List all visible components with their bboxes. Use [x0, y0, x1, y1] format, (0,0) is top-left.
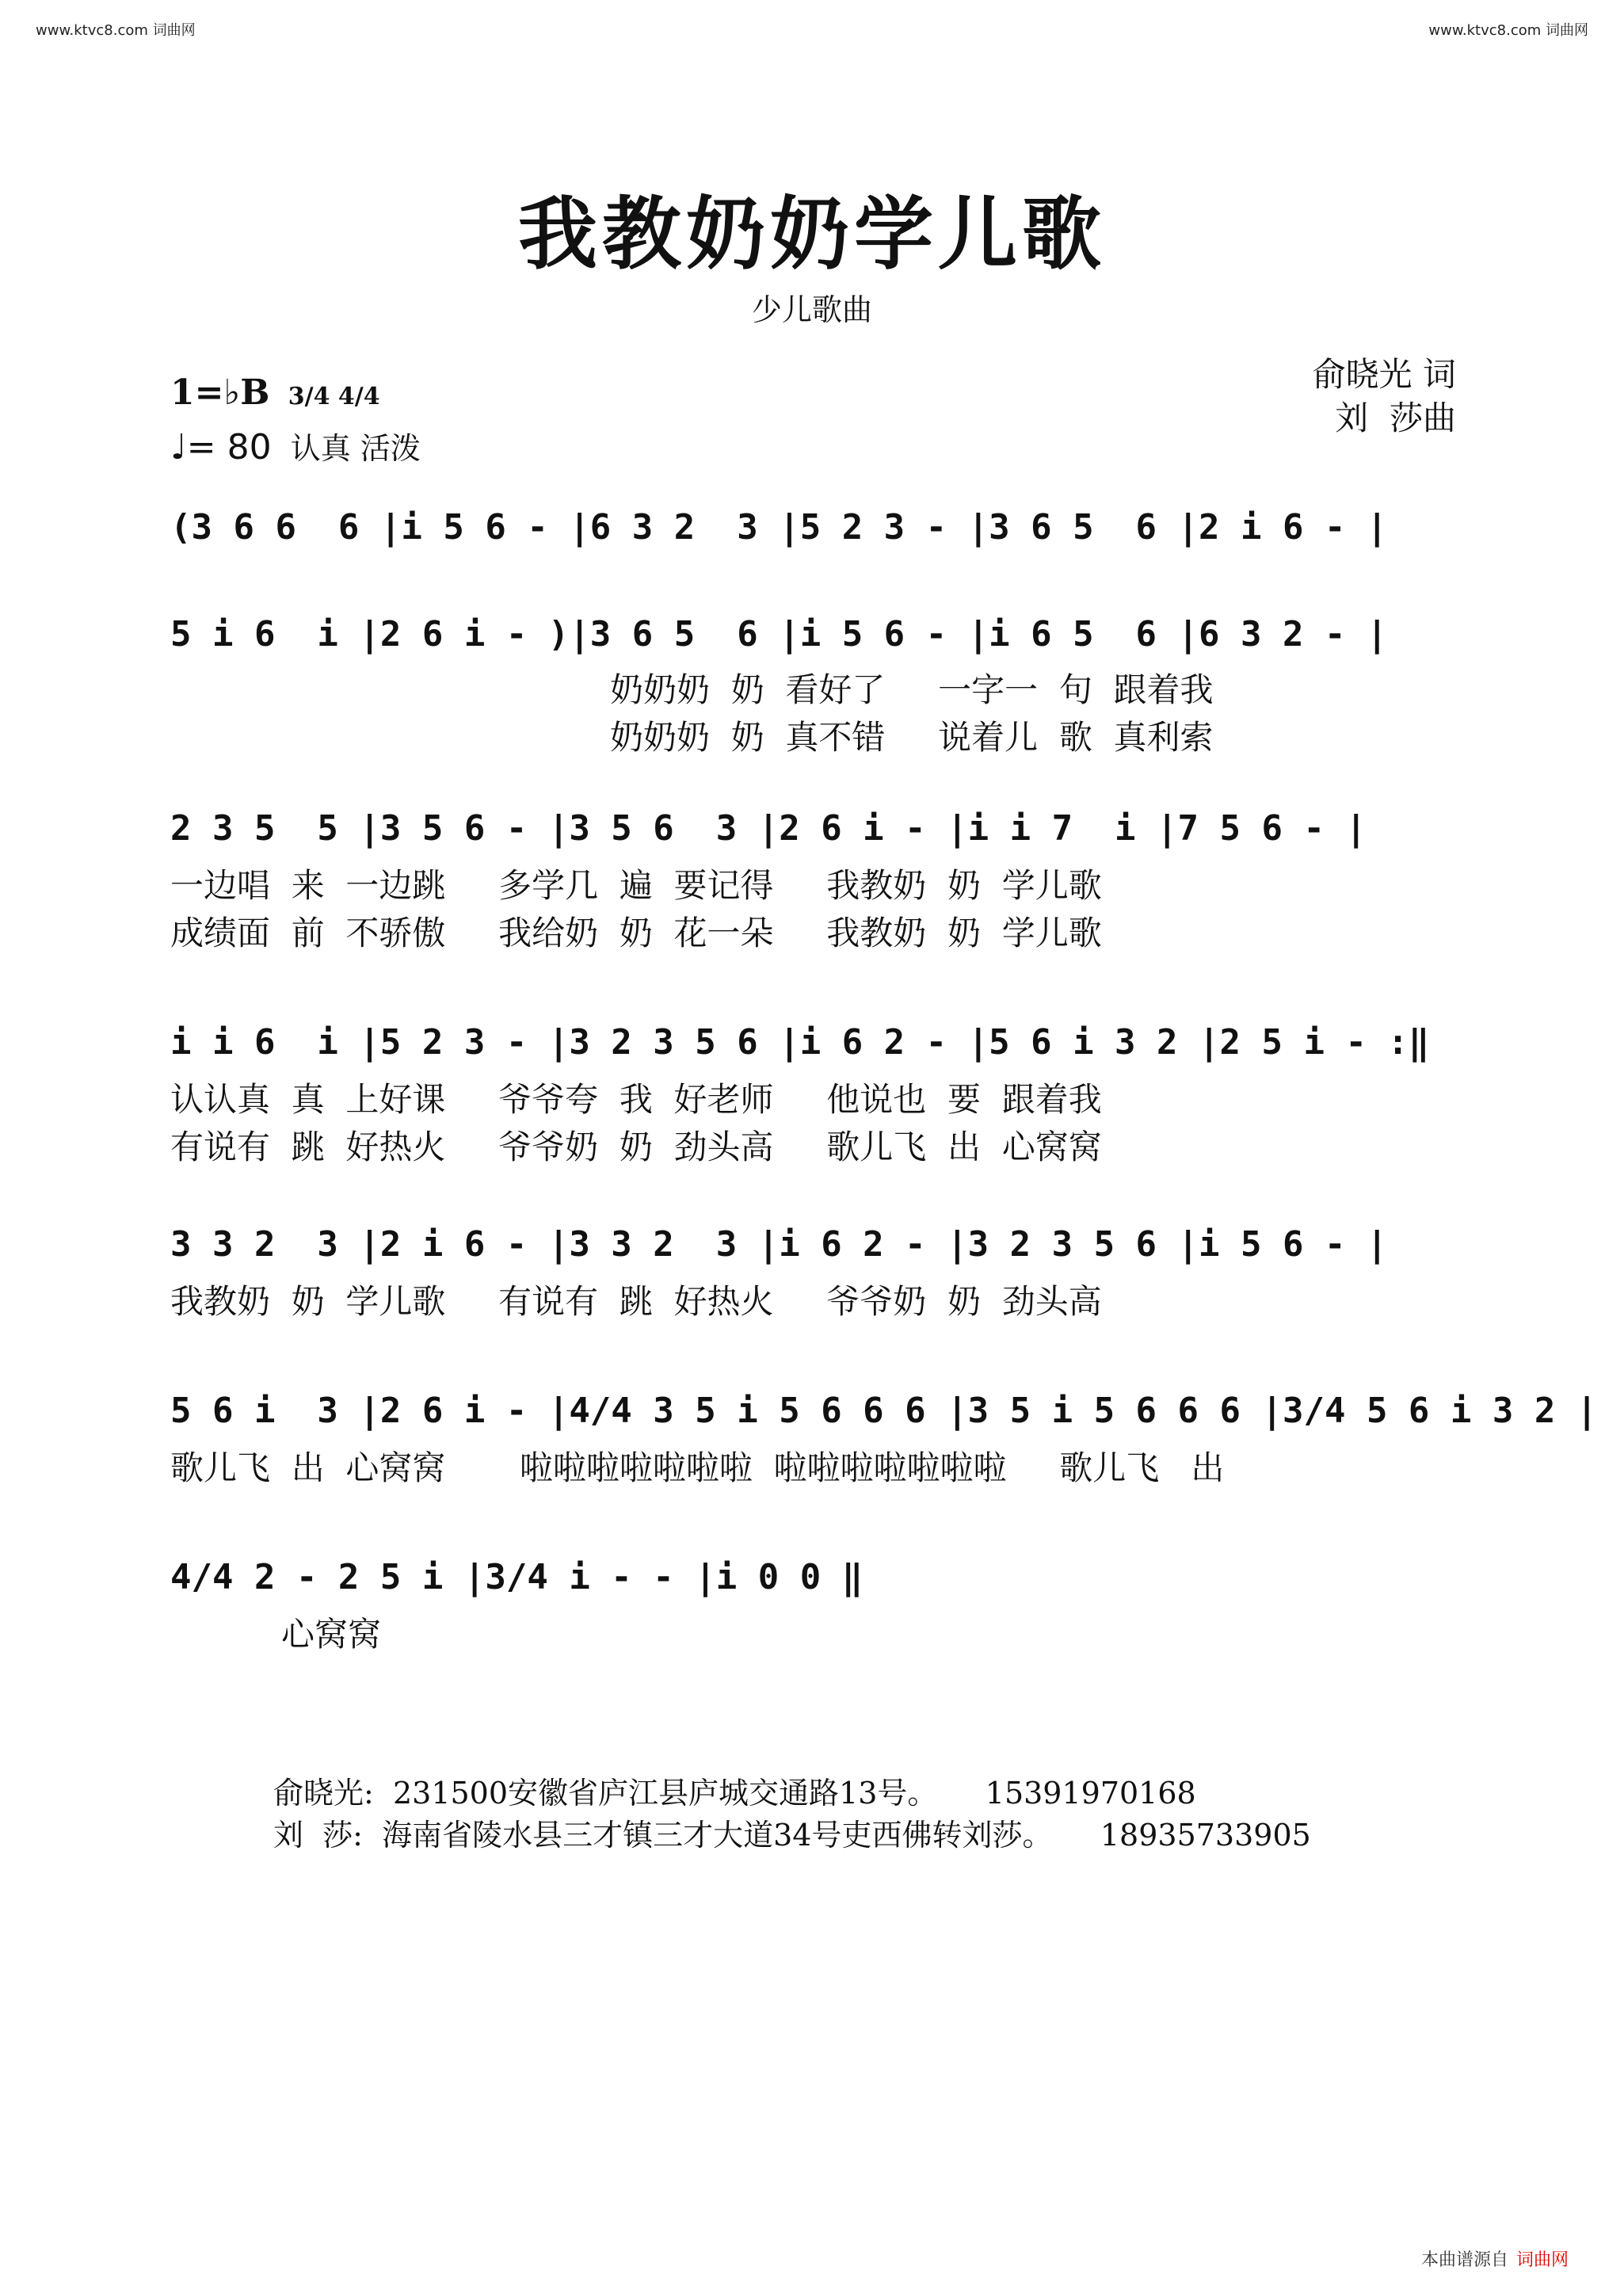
header-right-url: www.ktvc8.com 词曲网	[1428, 22, 1588, 39]
footer-contact-2: 刘 莎: 海南省陵水县三才镇三才大道34号吏西佛转刘莎。 18935733905	[273, 1818, 1311, 1853]
score-line-3-lyric-2: 成绩面 前 不骄傲 我给奶 奶 花一朵 我教奶 奶 学儿歌	[170, 914, 1102, 952]
song-title: 我教奶奶学儿歌	[518, 187, 1106, 280]
key-label: 1=♭B	[170, 372, 270, 413]
score-line-4-lyric-1: 认认真 真 上好课 爷爷夸 我 好老师 他说也 要 跟着我	[170, 1080, 1102, 1119]
source-credit	[1421, 2246, 1569, 2271]
score-line-2: 5 i 6 i |2 6 i - )|3 6 5 6 |i 5 6 - |i 6 5 6 |6 3 2 - |	[170, 614, 1388, 654]
score-line-6-lyric-1: 歌儿飞 出 心窝窝 啦啦啦啦啦啦啦 啦啦啦啦啦啦啦 歌儿飞 出	[170, 1448, 1225, 1487]
score-line-3-lyric-1: 一边唱 来 一边跳 多学几 遍 要记得 我教奶 奶 学儿歌	[170, 866, 1102, 905]
score-line-5-lyric-1: 我教奶 奶 学儿歌 有说有 跳 好热火 爷爷奶 奶 劲头高	[170, 1282, 1102, 1321]
score-line-7: 4/4 2 - 2 5 i |3/4 i - - |i 0 0 ‖	[170, 1557, 863, 1597]
key-signature	[170, 372, 380, 413]
composer-credit: 刘 莎曲	[1335, 399, 1456, 437]
score-line-7-lyric-1: 心窝窝	[281, 1615, 382, 1654]
time-signature: 3/4 4/4	[288, 383, 380, 410]
expression-text: 认真 活泼	[290, 431, 421, 466]
score-line-4: i i 6 i |5 2 3 - |3 2 3 5 6 |i 6 2 - |5 6 i 3 2 |2 5 i - :‖	[170, 1022, 1430, 1063]
header-left-url: www.ktvc8.com 词曲网	[36, 22, 196, 39]
source-brand: 词曲网	[1515, 2250, 1569, 2270]
song-subtitle: 少儿歌曲	[751, 292, 872, 327]
score-line-1: (3 6 6 6 |i 5 6 - |6 3 2 3 |5 2 3 - |3 6 5 6 |2 i 6 - |	[170, 507, 1388, 548]
score-line-6: 5 6 i 3 |2 6 i - |4/4 3 5 i 5 6 6 6 |3 5 i 5 6 6 6 |3/4 5 6 i 3 2 |	[170, 1391, 1598, 1431]
score-line-2-lyric-1: 奶奶奶 奶 看好了 一字一 句 跟着我	[610, 670, 1214, 709]
left-side-watermark	[5, 95, 16, 2155]
footer-contact-1: 俞晓光: 231500安徽省庐江县庐城交通路13号。 15391970168	[273, 1776, 1196, 1811]
right-side-watermark	[1608, 95, 1619, 2155]
source-label: 本曲谱源自	[1420, 2250, 1508, 2270]
score-line-3: 2 3 5 5 |3 5 6 - |3 5 6 3 |2 6 i - |i i 7 i |7 5 6 - |	[170, 808, 1367, 849]
score-line-5: 3 3 2 3 |2 i 6 - |3 3 2 3 |i 6 2 - |3 2 3 5 6 |i 5 6 - |	[170, 1224, 1388, 1265]
tempo-mark: ♩= 80	[170, 427, 272, 467]
score-line-2-lyric-2: 奶奶奶 奶 真不错 说着儿 歌 真利索	[610, 718, 1214, 757]
lyricist-credit: 俞晓光 词	[1312, 355, 1456, 394]
tempo-marking	[170, 424, 421, 467]
score-line-4-lyric-2: 有说有 跳 好热火 爷爷奶 奶 劲头高 歌儿飞 出 心窝窝	[170, 1128, 1102, 1166]
